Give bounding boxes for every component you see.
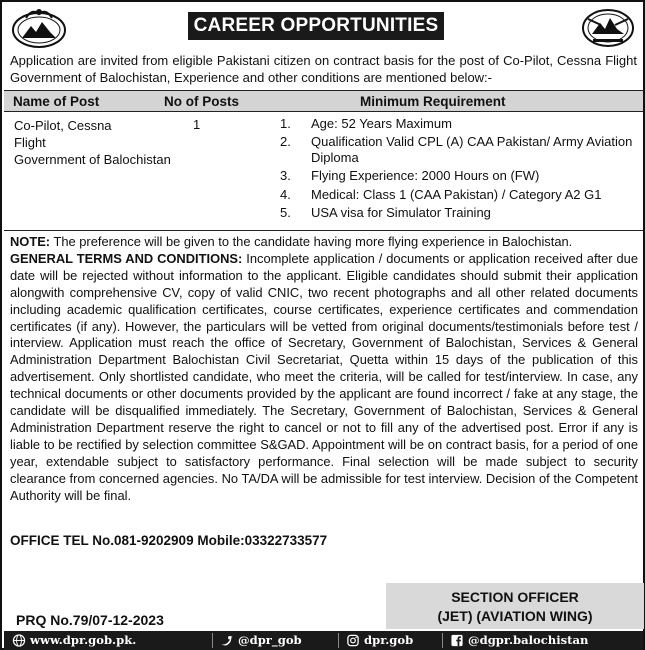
office-contact: OFFICE TEL No.081-9202909 Mobile:03322733577 [10, 533, 328, 548]
twitter-icon [220, 634, 234, 647]
terms-text: Incomplete application / documents or application received after due date will be rejected without information to the applicant. Eligible candidates should submit their application alongwith comprehensive CV, copy of valid CNIC, two recent photographs and all other related documents including academic qualification certificates, course certificates, experience certificates and commendation certificates (if any). However, the particulars will be vetted from original documents/testimonials before test / interview. Application must reach the office of Secretary, Government of Balochistan, Services & General Administration Department Balochistan Civil Secretariat, Quetta within 15 days of the publication of this advertisement. Only shortlisted candidate, who meet the criteria, will be called for test/interview. In case, any technical documents or other documents provided by the applicant are found incorrect / fake at any stage, the candidate will be disqualified immediately. The Secretary, Government of Balochistan, Services & General Administration Department reserve the right to cancel or not to fill any of the advertised post. Error if any is liable to be rectified by selection committee S&GAD. Appointment will be on contract basis, for a period of one year, extendable subject to satisfactory performance. Final selection will be made subject to security clearance from concerned agencies. No TA/DA will be admissible for test interview. Decision of the Competent Authority will be final. [10, 250, 638, 503]
requirement-number: 2. [280, 134, 291, 150]
globe-icon [12, 634, 26, 647]
instagram-handle[interactable]: dpr.gob [364, 633, 414, 647]
footer-divider [338, 633, 339, 648]
officer-title: SECTION OFFICER [451, 589, 579, 605]
table-bottom-divider [4, 230, 643, 231]
requirement-text: Medical: Class 1 (CAA Pakistan) / Category A2 G1 [311, 186, 602, 202]
prq-number: PRQ No.79/07-12-2023 [16, 612, 164, 628]
footer-social-bar [4, 631, 643, 650]
requirements-list [280, 116, 640, 223]
requirement-number: 1. [280, 116, 291, 131]
requirement-number: 3. [280, 168, 291, 184]
requirement-item [280, 205, 640, 221]
terms-paragraph [10, 251, 638, 505]
note-text: The preference will be given to the candidate having more flying experience in Balochistan. [50, 234, 573, 249]
column-no-of-posts: No of Posts [164, 94, 240, 109]
footer-instagram[interactable] [346, 633, 413, 647]
post-name-line: Government of Balochistan [14, 152, 171, 167]
footer-divider [442, 633, 443, 648]
footer-divider [212, 633, 213, 648]
footer-website[interactable] [12, 633, 136, 647]
requirement-number: 5. [280, 204, 291, 220]
aviation-wing-emblem-icon [579, 6, 637, 50]
column-name-of-post: Name of Post [13, 94, 100, 109]
requirement-text: Flying Experience: 2000 Hours on (FW) [311, 168, 540, 184]
post-name-cell [14, 117, 184, 168]
post-name-line: Flight [14, 135, 46, 150]
terms-label: GENERAL TERMS AND CONDITIONS: [10, 250, 243, 266]
facebook-icon [450, 634, 464, 647]
requirement-text: Qualification Valid CPL (A) CAA Pakistan/ Army Aviation Diploma [311, 134, 633, 166]
requirement-item [280, 116, 640, 132]
requirement-number: 4. [280, 186, 291, 202]
requirement-item [280, 187, 640, 203]
footer-facebook[interactable] [450, 633, 588, 647]
note-label: NOTE: [10, 234, 51, 249]
conditions-block [10, 234, 638, 505]
post-count-cell: 1 [193, 117, 201, 132]
post-name-line: Co-Pilot, Cessna [14, 118, 112, 133]
requirement-item [280, 168, 640, 184]
page-title: CAREER OPPORTUNITIES [188, 12, 444, 40]
website-link[interactable]: www.dpr.gob.pk. [30, 633, 137, 647]
column-minimum-requirement: Minimum Requirement [360, 94, 506, 109]
intro-paragraph: Application are invited from eligible Pakistani citizen on contract basis for the post of Co-Pilot, Cessna Flight Government of Balochistan, Experience and other conditions are mentioned below:- [10, 53, 637, 85]
twitter-handle[interactable]: @dpr_gob [238, 633, 302, 647]
requirements-table-header [4, 90, 643, 112]
requirement-text: Age: 52 Years Maximum [311, 116, 452, 131]
footer-twitter[interactable] [220, 633, 302, 647]
balochistan-emblem-icon [10, 6, 68, 50]
note-paragraph [10, 234, 638, 251]
facebook-handle[interactable]: @dgpr.balochistan [468, 633, 589, 647]
requirement-text: USA visa for Simulator Training [311, 204, 491, 220]
instagram-icon [346, 634, 360, 647]
officer-wing: (JET) (AVIATION WING) [437, 608, 593, 624]
section-officer-box [386, 583, 644, 629]
requirement-item [280, 134, 640, 166]
